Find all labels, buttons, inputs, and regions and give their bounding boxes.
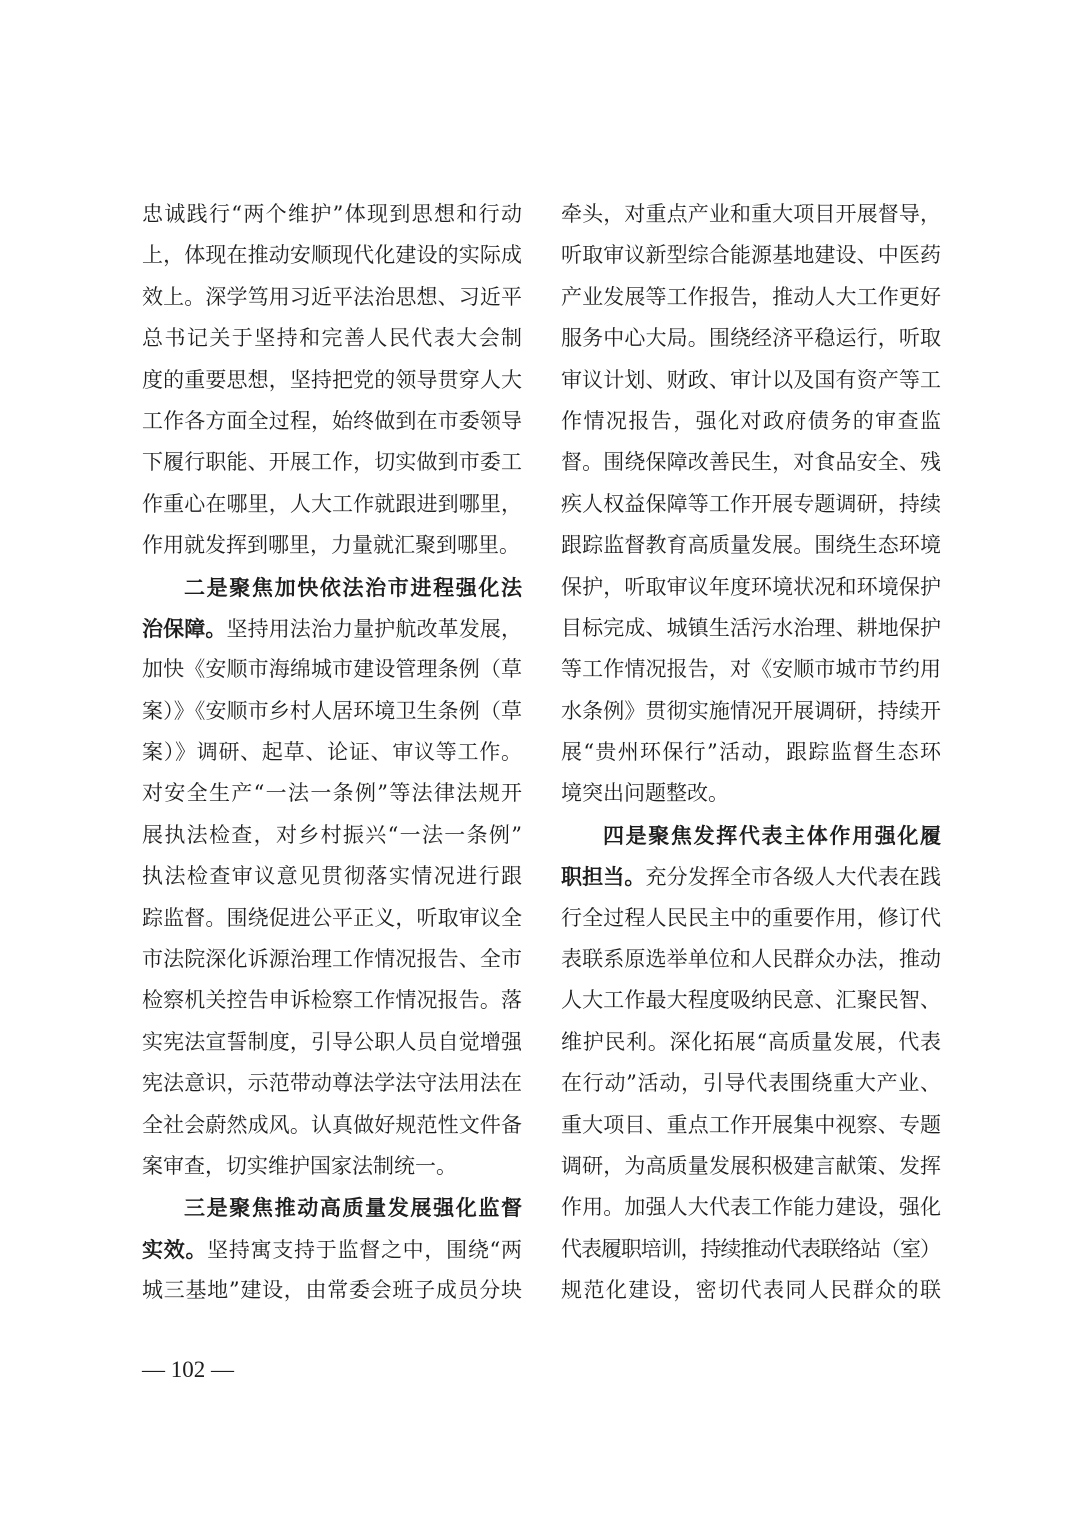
bold-heading-text: 治保障。 (142, 615, 227, 641)
line-text (561, 865, 941, 889)
body-text: 目标完成、城镇生活污水治理、耕地保护 (561, 615, 942, 640)
line-text (561, 657, 941, 681)
text-line (561, 1270, 941, 1311)
body-text: 规范化建设，密切代表同人民群众的联 (561, 1278, 943, 1303)
body-text: 加快《安顺市海绵城市建设管理条例（草 (142, 657, 523, 682)
line-text (142, 450, 522, 474)
body-text: 服务中心大局。围绕经济平稳运行，听取 (561, 326, 942, 351)
text-line (142, 1063, 522, 1104)
line-text (561, 947, 941, 971)
line-text (561, 575, 941, 599)
body-text: 案审查，切实维护国家法制统一。 (142, 1153, 457, 1178)
text-line (142, 525, 522, 566)
line-text (561, 616, 941, 640)
line-text (142, 740, 523, 764)
body-text: 坚持寓支持于监督之中，围绕“两 (207, 1237, 523, 1262)
body-text: 维护民利。深化拓展“高质量发展，代表 (561, 1029, 942, 1054)
text-line (561, 980, 941, 1021)
body-text: 案）》调研、起草、论证、审议等工作。 (142, 740, 523, 765)
text-line (561, 732, 941, 773)
body-text: 审议计划、财政、审计以及国有资产等工 (561, 367, 942, 392)
text-line (561, 567, 941, 608)
body-text: 充分发挥全市各级人大代表在践 (645, 865, 942, 890)
body-text: 上，体现在推动安顺现代化建设的实际成 (142, 243, 523, 268)
line-text (561, 740, 942, 764)
text-line (142, 815, 522, 856)
body-text: 重大项目、重点工作开展集中视察、专题 (561, 1112, 942, 1137)
body-text: 城三基地”建设，由常委会班子成员分块 (142, 1278, 523, 1303)
text-line (142, 1105, 522, 1146)
line-text (561, 1195, 941, 1219)
line-text (561, 1071, 942, 1095)
line-text (561, 699, 941, 723)
text-line (561, 856, 941, 897)
line-text (142, 409, 522, 433)
paragraph (142, 1187, 522, 1311)
text-line (142, 898, 522, 939)
line-text (142, 988, 522, 1012)
body-text: 下履行职能、开展工作，切实做到市委工 (142, 450, 523, 475)
line-text (142, 906, 522, 930)
line-text (142, 1030, 522, 1054)
line-text (561, 1237, 940, 1261)
body-text: 产业发展等工作报告，推动人大工作更好 (561, 284, 942, 309)
body-text: 展执法检查，对乡村振兴“一法一条例” (142, 822, 524, 847)
bold-heading-text: 四是聚焦发挥代表主体作用强化履 (603, 822, 943, 848)
body-text: 市法院深化诉源治理工作情况报告、全市 (142, 947, 523, 972)
text-line (142, 1187, 522, 1228)
body-text: 忠诚践行“两个维护”体现到思想和行动 (142, 202, 524, 226)
line-text (142, 617, 522, 641)
line-text (561, 492, 941, 516)
text-line (561, 277, 941, 318)
line-text (142, 699, 522, 723)
text-line (561, 815, 941, 856)
line-text (142, 285, 522, 309)
body-text: 作情况报告，强化对政府债务的审查监 (561, 408, 943, 433)
text-line (142, 1146, 522, 1187)
body-text: 在行动”活动，引导代表围绕重大产业、 (561, 1071, 942, 1096)
paragraph (561, 815, 941, 1312)
text-line (561, 194, 941, 235)
body-text: 对安全生产“一法一条例”等法律法规开 (142, 781, 524, 806)
line-text (142, 533, 520, 557)
line-text (142, 202, 523, 226)
text-line (142, 401, 522, 442)
line-text (142, 1154, 457, 1178)
line-text (561, 368, 941, 392)
text-line (142, 939, 522, 980)
body-text: 代表履职培训，持续推动代表联络站（室） (561, 1236, 940, 1261)
body-text: 展“贵州环保行”活动，跟踪监督生态环 (561, 740, 943, 765)
body-text: 表联系原选举单位和人民群众办法，推动 (561, 947, 942, 972)
line-text (561, 1113, 941, 1137)
text-line (561, 318, 941, 359)
line-text (142, 781, 523, 805)
text-line (142, 1022, 522, 1063)
text-line (561, 608, 941, 649)
body-text: 保护，听取审议年度环境状况和环境保护 (561, 574, 942, 599)
line-text (142, 864, 523, 888)
line-text (561, 988, 941, 1012)
text-line (561, 691, 941, 732)
body-text: 水条例》贯彻实施情况开展调研，持续开 (561, 698, 942, 723)
text-line (561, 1105, 941, 1146)
line-text (561, 285, 941, 309)
body-text: 宪法意识，示范带动尊法学法守法用法在 (142, 1071, 523, 1096)
text-line (561, 484, 941, 525)
text-line (561, 773, 941, 814)
line-text (561, 1154, 941, 1178)
text-line (142, 194, 522, 235)
paragraph (561, 194, 941, 815)
line-text (142, 823, 523, 847)
line-text (142, 243, 522, 267)
body-text: 督。围绕保障改善民生，对食品安全、残 (561, 450, 942, 475)
body-text: 作重心在哪里，人大工作就跟进到哪里， (142, 491, 523, 516)
body-text: 牵头，对重点产业和重大项目开展督导， (561, 202, 942, 226)
text-line (142, 277, 522, 318)
bold-heading-text: 职担当。 (561, 864, 646, 890)
text-line (142, 484, 522, 525)
text-line (561, 1146, 941, 1187)
body-text: 度的重要思想，坚持把党的领导贯穿人大 (142, 367, 523, 392)
body-text: 坚持用法治力量护航改革发展， (226, 616, 523, 641)
text-line (142, 773, 522, 814)
text-line (142, 608, 522, 649)
text-line (142, 732, 522, 773)
text-line (142, 856, 522, 897)
text-line (561, 649, 941, 690)
body-text: 全社会蔚然成风。认真做好规范性文件备 (142, 1112, 523, 1137)
paragraph (142, 567, 522, 1188)
line-text (142, 1113, 522, 1137)
body-text: 踪监督。围绕促进公平正义，听取审议全 (142, 905, 523, 930)
line-text (184, 576, 524, 600)
text-line (561, 1063, 941, 1104)
paragraph (142, 194, 522, 567)
body-text: 疾人权益保障等工作开展专题调研，持续 (561, 491, 942, 516)
text-line (561, 939, 941, 980)
text-line (142, 980, 522, 1021)
line-text (142, 1238, 523, 1262)
line-text (142, 326, 523, 350)
body-text: 人大工作最大程度吸纳民意、汇聚民智、 (561, 988, 942, 1013)
text-line (142, 360, 522, 401)
bold-heading-text: 实效。 (142, 1236, 208, 1262)
body-text: 听取审议新型综合能源基地建设、中医药 (561, 243, 942, 268)
line-text (142, 1071, 522, 1095)
body-text: 总书记关于坚持和完善人民代表大会制 (142, 326, 524, 351)
line-text (561, 533, 941, 557)
body-text: 工作各方面全过程，始终做到在市委领导 (142, 408, 523, 433)
body-text: 境突出问题整改。 (561, 781, 729, 806)
text-line (561, 1229, 941, 1270)
text-line (142, 1229, 522, 1270)
line-text (561, 781, 729, 805)
text-line (142, 649, 522, 690)
line-text (142, 492, 522, 516)
body-text: 等工作情况报告，对《安顺市城市节约用 (561, 657, 942, 682)
body-text: 作用就发挥到哪里，力量就汇聚到哪里。 (142, 533, 520, 558)
right-text-column (561, 194, 941, 1312)
body-text: 调研，为高质量发展积极建言献策、发挥 (561, 1153, 942, 1178)
text-line (561, 525, 941, 566)
line-text (142, 1278, 523, 1302)
line-text (561, 243, 941, 267)
left-text-column (142, 194, 522, 1312)
text-line (561, 442, 941, 483)
line-text (561, 906, 941, 930)
line-text (561, 1030, 942, 1054)
line-text (142, 947, 522, 971)
line-text (561, 409, 942, 433)
text-line (561, 235, 941, 276)
bold-heading-text: 三是聚焦推动高质量发展强化监督 (184, 1195, 524, 1221)
line-text (561, 1278, 942, 1302)
text-line (561, 1022, 941, 1063)
text-line (561, 898, 941, 939)
body-text: 行全过程人民民主中的重要作用，修订代 (561, 905, 942, 930)
text-line (142, 691, 522, 732)
bold-heading-text: 二是聚焦加快依法治市进程强化法 (184, 574, 524, 600)
text-line (142, 235, 522, 276)
body-text: 效上。深学笃用习近平法治思想、习近平 (142, 284, 523, 309)
text-line (142, 318, 522, 359)
body-text: 作用。加强人大代表工作能力建设，强化 (561, 1195, 942, 1220)
body-text: 跟踪监督教育高质量发展。围绕生态环境 (561, 533, 942, 558)
body-text: 实宪法宣誓制度，引导公职人员自觉增强 (142, 1029, 523, 1054)
line-text (184, 1196, 524, 1220)
line-text (142, 657, 522, 681)
text-line (142, 567, 522, 608)
text-line (142, 1270, 522, 1311)
line-text (561, 450, 941, 474)
text-line (561, 401, 941, 442)
body-text: 检察机关控告申诉检察工作情况报告。落 (142, 988, 523, 1013)
text-line (142, 442, 522, 483)
line-text (561, 202, 941, 226)
page-number: — 102 — (142, 1357, 234, 1382)
text-line (561, 1187, 941, 1228)
body-text: 执法检查审议意见贯彻落实情况进行跟 (142, 864, 524, 889)
text-line (561, 360, 941, 401)
line-text (142, 368, 522, 392)
line-text (561, 326, 941, 350)
body-text: 案）》《安顺市乡村人居环境卫生条例（草 (142, 698, 523, 723)
line-text (603, 824, 943, 848)
